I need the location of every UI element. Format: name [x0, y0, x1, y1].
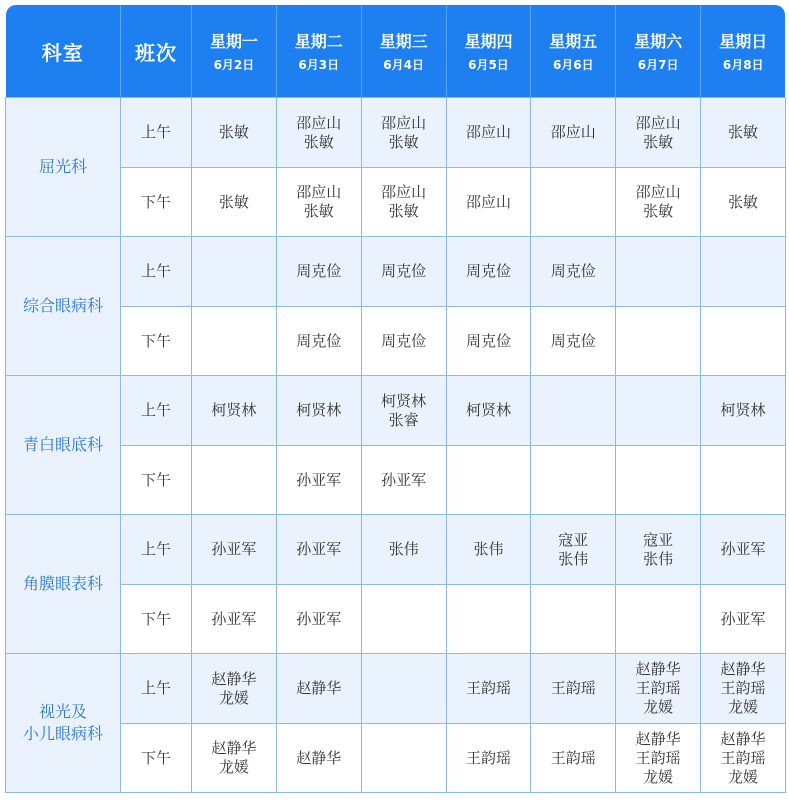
doctor-name: 王韵瑶 — [465, 748, 511, 767]
doctor-name: 龙媛 — [643, 698, 674, 716]
schedule-cell — [361, 724, 446, 793]
department-name: 视光及 — [38, 702, 87, 721]
doctor-name: 柯贤林 — [211, 401, 257, 419]
schedule-cell — [276, 446, 361, 515]
table-row — [6, 446, 786, 515]
schedule-cell — [361, 168, 446, 237]
schedule-cell — [361, 237, 446, 307]
schedule-cell — [701, 307, 786, 376]
doctor-name: 邵应山 — [465, 123, 511, 141]
shift-cell: 上午 — [121, 515, 192, 585]
schedule-cell — [446, 376, 531, 446]
shift-cell: 下午 — [121, 724, 192, 793]
header-day — [276, 5, 361, 98]
schedule-cell — [616, 585, 701, 654]
header-day-date: 6月8日 — [722, 58, 764, 72]
header-day-name: 星期一 — [209, 32, 258, 51]
header-day — [701, 5, 786, 98]
schedule-cell — [446, 724, 531, 793]
department-cell — [6, 237, 121, 376]
schedule-cell — [192, 237, 277, 307]
shift-cell: 上午 — [121, 98, 192, 168]
table-row — [6, 168, 786, 237]
schedule-cell — [616, 446, 701, 515]
schedule-cell — [446, 585, 531, 654]
doctor-name: 邵应山 — [296, 113, 342, 132]
schedule-cell — [446, 168, 531, 237]
doctor-name: 张睿 — [388, 410, 419, 429]
doctor-name: 邵应山 — [381, 113, 427, 132]
doctor-name: 柯贤林 — [296, 401, 342, 419]
schedule-cell — [361, 515, 446, 585]
doctor-name: 张伟 — [388, 540, 419, 558]
doctor-name: 王韵瑶 — [635, 748, 681, 767]
doctor-name: 张敏 — [388, 202, 419, 220]
schedule-cell — [616, 376, 701, 446]
schedule-container — [5, 5, 785, 800]
schedule-cell — [531, 654, 616, 724]
doctor-name: 孙亚军 — [211, 540, 257, 558]
schedule-cell — [446, 654, 531, 724]
schedule-cell — [616, 237, 701, 307]
schedule-cell — [616, 98, 701, 168]
department-cell — [6, 515, 121, 654]
header-day-name: 星期四 — [464, 32, 513, 51]
schedule-cell — [531, 446, 616, 515]
doctor-name: 张敏 — [218, 123, 249, 141]
schedule-cell — [701, 168, 786, 237]
schedule-cell — [701, 654, 786, 724]
doctor-name: 周克俭 — [550, 262, 596, 280]
header-shift — [121, 5, 192, 98]
shift-cell: 下午 — [121, 585, 192, 654]
table-body — [6, 98, 786, 793]
table-row — [6, 376, 786, 446]
doctor-name: 孙亚军 — [720, 609, 766, 628]
schedule-cell — [276, 724, 361, 793]
doctor-name: 孙亚军 — [211, 609, 257, 628]
doctor-name: 周克俭 — [381, 331, 427, 350]
doctor-name: 张敏 — [643, 132, 674, 151]
schedule-cell — [446, 446, 531, 515]
doctor-name: 周克俭 — [550, 331, 596, 350]
doctor-name: 王韵瑶 — [550, 748, 596, 767]
doctor-name: 张伟 — [643, 549, 674, 568]
schedule-cell — [616, 654, 701, 724]
doctor-name: 柯贤林 — [720, 401, 766, 419]
doctor-name: 王韵瑶 — [465, 679, 511, 697]
doctor-name: 张敏 — [218, 192, 249, 211]
header-day — [192, 5, 277, 98]
doctor-name: 张伟 — [558, 549, 589, 568]
doctor-name: 寇亚 — [643, 530, 674, 549]
schedule-cell — [192, 654, 277, 724]
shift-cell: 上午 — [121, 237, 192, 307]
schedule-cell — [701, 724, 786, 793]
header-day — [446, 5, 531, 98]
schedule-cell — [276, 237, 361, 307]
schedule-cell — [701, 446, 786, 515]
schedule-cell — [192, 98, 277, 168]
doctor-name: 赵静华 — [635, 729, 681, 748]
schedule-cell — [701, 515, 786, 585]
schedule-cell — [276, 515, 361, 585]
schedule-cell — [446, 98, 531, 168]
doctor-name: 周克俭 — [296, 262, 342, 280]
shift-cell: 下午 — [121, 446, 192, 515]
doctor-name: 孙亚军 — [296, 540, 342, 558]
doctor-name: 赵静华 — [720, 660, 766, 678]
doctor-name: 王韵瑶 — [720, 679, 766, 697]
shift-cell: 下午 — [121, 307, 192, 376]
department-name: 小儿眼病科 — [22, 724, 103, 743]
department-cell — [6, 654, 121, 793]
header-day-date: 6月2日 — [213, 58, 255, 72]
doctor-name: 邵应山 — [635, 183, 681, 201]
doctor-name: 赵静华 — [211, 669, 257, 688]
doctor-name: 赵静华 — [720, 729, 766, 748]
doctor-name: 孙亚军 — [381, 470, 427, 489]
schedule-cell — [531, 237, 616, 307]
header-dept-label: 科室 — [41, 40, 84, 65]
doctor-name: 赵静华 — [296, 748, 342, 767]
schedule-cell — [361, 98, 446, 168]
doctor-name: 赵静华 — [635, 660, 681, 678]
schedule-cell — [361, 307, 446, 376]
department-name: 屈光科 — [38, 157, 87, 176]
doctor-name: 邵应山 — [465, 192, 511, 211]
schedule-cell — [276, 376, 361, 446]
schedule-cell — [531, 515, 616, 585]
header-shift-label: 班次 — [135, 40, 177, 65]
doctor-name: 寇亚 — [558, 530, 589, 549]
shift-cell: 下午 — [121, 168, 192, 237]
doctor-name: 张敏 — [303, 132, 334, 151]
schedule-cell — [192, 376, 277, 446]
schedule-cell — [192, 446, 277, 515]
schedule-cell — [361, 585, 446, 654]
header-day — [361, 5, 446, 98]
doctor-name: 孙亚军 — [296, 470, 342, 489]
doctor-name: 周克俭 — [296, 331, 342, 350]
table-row — [6, 237, 786, 307]
schedule-cell — [361, 446, 446, 515]
schedule-cell — [701, 98, 786, 168]
department-name: 角膜眼表科 — [22, 574, 103, 593]
header-day-date: 6月6日 — [552, 58, 594, 72]
header-day-date: 6月5日 — [468, 58, 509, 72]
header-dept — [6, 5, 121, 98]
header-row — [6, 5, 786, 98]
department-name: 青白眼底科 — [22, 435, 103, 454]
schedule-cell — [361, 654, 446, 724]
table-row — [6, 515, 786, 585]
table-row — [6, 307, 786, 376]
header-day — [531, 5, 616, 98]
schedule-cell — [531, 168, 616, 237]
doctor-name: 龙媛 — [727, 767, 758, 786]
table-row — [6, 654, 786, 724]
doctor-name: 张敏 — [303, 202, 334, 220]
schedule-cell — [276, 98, 361, 168]
doctor-name: 张伟 — [473, 540, 504, 558]
schedule-cell — [361, 376, 446, 446]
header-day-name: 星期三 — [379, 32, 428, 51]
doctor-name: 张敏 — [643, 202, 674, 220]
header-day-date: 6月4日 — [383, 58, 424, 72]
schedule-cell — [192, 168, 277, 237]
doctor-name: 龙媛 — [218, 688, 249, 707]
schedule-cell — [531, 585, 616, 654]
doctor-name: 张敏 — [727, 192, 758, 211]
doctor-name: 柯贤林 — [465, 401, 511, 419]
header-day-name: 星期日 — [719, 32, 768, 51]
schedule-cell — [446, 515, 531, 585]
doctor-name: 周克俭 — [465, 331, 511, 350]
schedule-cell — [192, 585, 277, 654]
header-day-name: 星期六 — [634, 32, 683, 51]
schedule-cell — [531, 724, 616, 793]
schedule-cell — [446, 237, 531, 307]
schedule-cell — [531, 98, 616, 168]
schedule-cell — [616, 724, 701, 793]
doctor-name: 王韵瑶 — [635, 679, 681, 697]
doctor-name: 龙媛 — [218, 758, 249, 776]
doctor-name: 柯贤林 — [381, 391, 427, 410]
doctor-name: 张敏 — [727, 123, 758, 141]
schedule-cell — [531, 376, 616, 446]
header-day-name: 星期二 — [294, 32, 343, 51]
doctor-name: 邵应山 — [381, 183, 427, 201]
header-day-name: 星期五 — [549, 32, 598, 51]
shift-cell: 上午 — [121, 654, 192, 724]
schedule-cell — [616, 307, 701, 376]
schedule-cell — [276, 307, 361, 376]
doctor-name: 王韵瑶 — [720, 748, 766, 767]
doctor-name: 赵静华 — [211, 739, 257, 757]
schedule-cell — [616, 515, 701, 585]
department-name: 综合眼病科 — [22, 296, 103, 315]
shift-cell: 上午 — [121, 376, 192, 446]
table-row — [6, 98, 786, 168]
table-header — [6, 5, 786, 98]
schedule-cell — [701, 237, 786, 307]
doctor-name: 邵应山 — [550, 123, 596, 141]
schedule-cell — [701, 585, 786, 654]
schedule-cell — [192, 515, 277, 585]
schedule-cell — [192, 307, 277, 376]
schedule-cell — [531, 307, 616, 376]
header-day-date: 6月3日 — [298, 58, 340, 72]
schedule-cell — [276, 168, 361, 237]
doctor-name: 王韵瑶 — [550, 679, 596, 697]
schedule-cell — [616, 168, 701, 237]
schedule-cell — [192, 724, 277, 793]
doctor-name: 周克俭 — [465, 262, 511, 280]
department-cell — [6, 376, 121, 515]
schedule-cell — [276, 654, 361, 724]
department-cell — [6, 98, 121, 237]
doctor-schedule-table — [5, 5, 786, 793]
doctor-name: 周克俭 — [381, 262, 427, 280]
doctor-name: 张敏 — [388, 132, 419, 151]
doctor-name: 孙亚军 — [296, 609, 342, 628]
schedule-cell — [446, 307, 531, 376]
table-row — [6, 724, 786, 793]
table-row — [6, 585, 786, 654]
doctor-name: 邵应山 — [296, 183, 342, 201]
schedule-cell — [276, 585, 361, 654]
header-day — [616, 5, 701, 98]
schedule-cell — [701, 376, 786, 446]
doctor-name: 邵应山 — [635, 113, 681, 132]
doctor-name: 孙亚军 — [720, 540, 766, 558]
doctor-name: 龙媛 — [727, 698, 758, 716]
header-day-date: 6月7日 — [637, 58, 679, 72]
doctor-name: 龙媛 — [643, 767, 674, 786]
doctor-name: 赵静华 — [296, 679, 342, 697]
